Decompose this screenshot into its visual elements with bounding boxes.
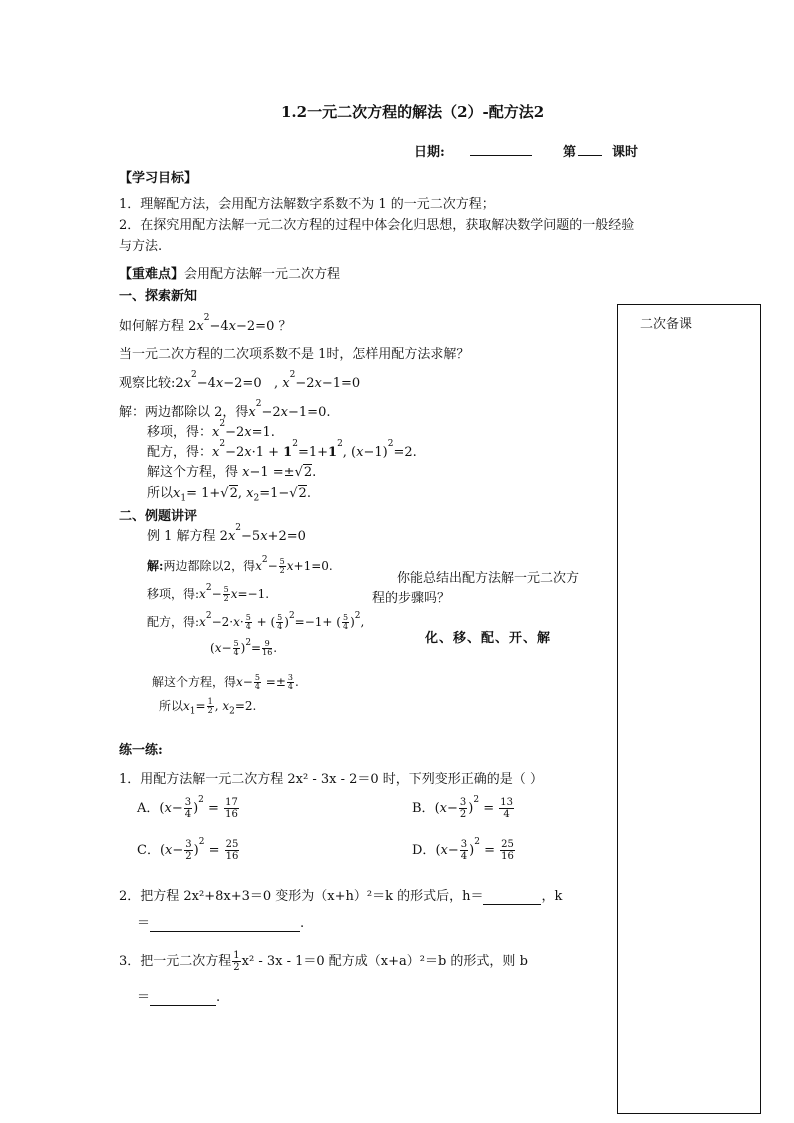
goal-item-2b: 与方法. bbox=[119, 239, 163, 254]
option-b: B．(x− $\frac{3}{2}$ )$^2$ = $\frac{13}{4}$ bbox=[412, 795, 513, 820]
solution-line-4: 解这个方程，得 x−1 =±√2. bbox=[147, 465, 317, 480]
side-question-2: 程的步骤吗？ bbox=[372, 591, 451, 606]
goals-heading: 【学习目标】 bbox=[119, 171, 198, 186]
practice-q1: 1．用配方法解一元二次方程 2x² - 3x - 2＝0 时，下列变形正确的是（ ） bbox=[119, 772, 543, 787]
example-step-3: 配方，得$:x^2-2\cdot x\cdot$ $\frac{5}{4}$ + ( $\frac{5}{4}$ )$^2$=−1+ ( $\frac{5}{4}$ )$^2$, bbox=[147, 611, 365, 631]
practice-heading: 练一练: bbox=[119, 743, 163, 758]
question-2: 当一元二次方程的二次项系数不是 1时，怎样用配方法求解？ bbox=[119, 347, 470, 362]
section1-heading: 一、探索新知 bbox=[119, 289, 198, 304]
goal-item-1: 1．理解配方法，会用配方法解数字系数不为 1 的一元二次方程； bbox=[119, 197, 495, 212]
option-d: D．(x− $\frac{3}{4}$ )$^2$ = $\frac{25}{16}$ bbox=[412, 837, 514, 862]
solution-line-3: 配方，得：$x^2-2x\cdot 1 + 1^2=1+1^2$, $(x-1)^2=2$. bbox=[147, 439, 417, 460]
page-title: 1.2一元二次方程的解法（2）-配方法2 bbox=[281, 103, 545, 121]
method-steps: 化、移、配、开、解 bbox=[425, 631, 552, 646]
example-step-5: 所以$x_1=$ $\frac{1}{2}$ , $x_2=2$. bbox=[159, 697, 257, 717]
date-label: 日期: bbox=[414, 145, 445, 160]
example-step-3b: (x− $\frac{5}{4}$ )$^2$= $\frac{9}{16}$ . bbox=[210, 638, 278, 657]
example-step-4: 解这个方程，得x− $\frac{5}{4}$ =± $\frac{3}{4}$ . bbox=[152, 673, 299, 691]
compare-line: 观察比较$:2x^2-4x-2=0$ , $x^2-2x-1=0$ bbox=[119, 370, 361, 391]
option-a: A．(x− $\frac{3}{4}$ )$^2$ = $\frac{17}{16}$ bbox=[137, 795, 238, 820]
date-blank bbox=[470, 141, 532, 156]
side-question-1: 你能总结出配方法解一元二次方 bbox=[397, 571, 580, 586]
key-point: 【重难点】会用配方法解一元二次方程 bbox=[119, 267, 341, 282]
practice-q2-line2: ＝ . bbox=[137, 916, 305, 931]
period-label: 课时 bbox=[612, 145, 639, 160]
example-1: 例 1 解方程 $2x^2-5x+2=0$ bbox=[147, 523, 306, 544]
practice-q2-line1: 2．把方程 2x²+8x+3＝0 变形为（x+h）²＝k 的形式后，h＝ ，k bbox=[119, 889, 563, 904]
solution-line-1: 解：两边都除以 2，得$x^2-2x-1=0$. bbox=[119, 399, 331, 420]
practice-q3-line1: 3．把一元二次方程 $\frac{1}{2}$ x² - 3x - 1＝0 配方成（x+a）²＝b 的形式，则 b bbox=[119, 950, 528, 973]
goal-item-2a: 2．在探究用配方法解一元二次方程的过程中体会化归思想，获取解决数学问题的一般经验 bbox=[119, 218, 635, 233]
solution-line-2: 移项，得：$x^2-2x=1$. bbox=[147, 419, 275, 440]
solution-line-5: 所以$x_1= 1+√2$, $x_2=1-√2$. bbox=[147, 486, 311, 504]
question-1: 如何解方程 $2x^2-4x-2=0$ ？ bbox=[119, 313, 292, 334]
practice-q3-line2: ＝ . bbox=[137, 990, 221, 1005]
period-blank bbox=[578, 141, 602, 156]
example-step-1: 解:两边都除以2，得$x^2-$ $\frac{5}{2}$ x+1=0. bbox=[147, 555, 333, 575]
secondary-prep-box bbox=[617, 304, 761, 1114]
di-label: 第 bbox=[563, 145, 577, 160]
option-c: C．(x− $\frac{3}{2}$ )$^2$ = $\frac{25}{16}$ bbox=[137, 837, 239, 862]
secondary-prep-label: 二次备课 bbox=[640, 317, 693, 332]
example-step-2: 移项，得$:x^2-$ $\frac{5}{2}$ x=−1. bbox=[147, 583, 270, 603]
section2-heading: 二、例题讲评 bbox=[119, 509, 198, 524]
